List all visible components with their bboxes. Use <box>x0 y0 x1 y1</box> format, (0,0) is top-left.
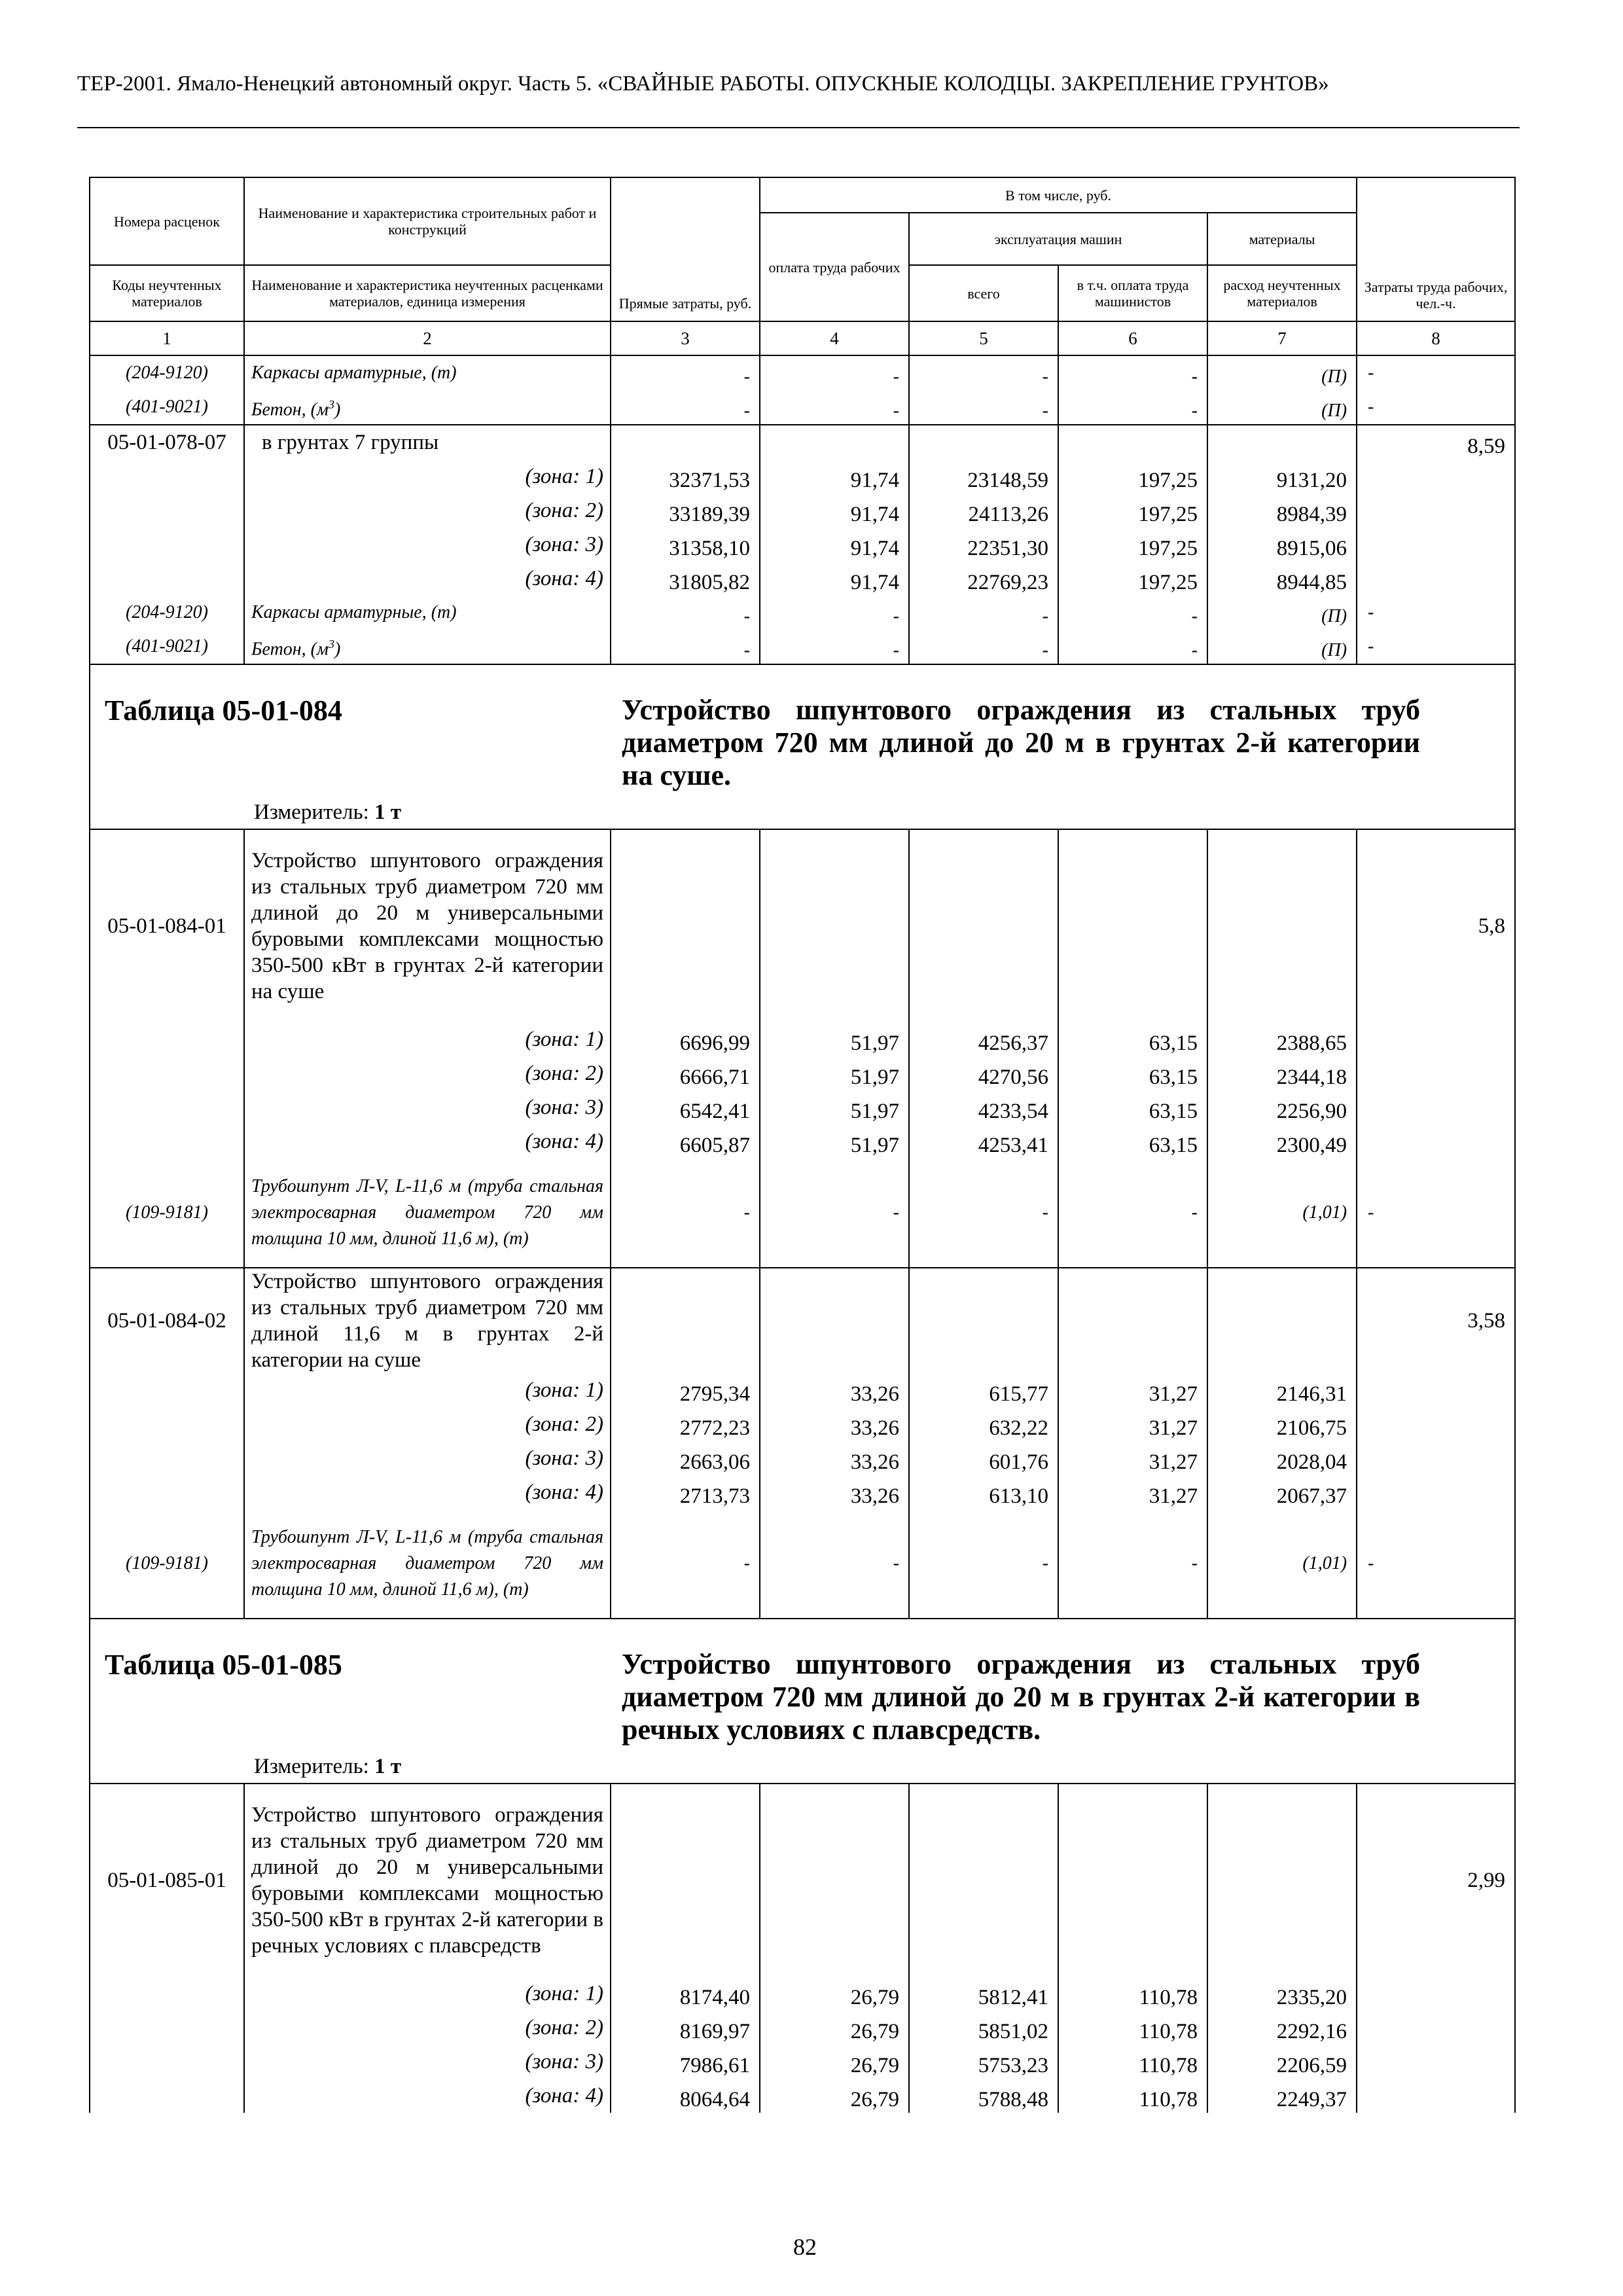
unit-of-measure: Измеритель: 1 т <box>254 1755 402 1778</box>
material-name: Бетон, $(м^3)$ <box>244 390 611 425</box>
material-row <box>90 1509 1515 1619</box>
dash-cell: - <box>760 596 909 630</box>
table-title: Устройство шпунтового ограждения из стальных труб диаметром 720 мм длиной до 20 м в грунтах 2-й категории в речных условиях с плавсредств. <box>622 1648 1420 1746</box>
zone-row <box>90 1373 1515 1407</box>
table-number: Таблица 05-01-084 <box>105 694 342 726</box>
zone-label: (зона: 3) <box>244 1441 611 1475</box>
machinist-pay: 31,27 <box>1058 1373 1207 1407</box>
header-col5: всего <box>909 265 1058 321</box>
machine-total: 4270,56 <box>909 1056 1058 1090</box>
machinist-pay: 31,27 <box>1058 1475 1207 1509</box>
header-row-1 <box>90 177 1515 213</box>
machine-total: 24113,26 <box>909 493 1058 528</box>
header-materials: материалы <box>1207 213 1357 265</box>
direct-costs: 31805,82 <box>611 562 760 596</box>
zone-row <box>90 562 1515 596</box>
direct-costs: 6666,71 <box>611 1056 760 1090</box>
material-row <box>90 355 1515 390</box>
direct-costs: 8064,64 <box>611 2079 760 2113</box>
direct-costs: 8169,97 <box>611 2011 760 2045</box>
machinist-pay: 63,15 <box>1058 1090 1207 1124</box>
direct-costs: 2713,73 <box>611 1475 760 1509</box>
worker-pay: 51,97 <box>760 1124 909 1158</box>
dash-cell: - <box>611 630 760 664</box>
dash-cell: - <box>909 355 1058 390</box>
table-title: Устройство шпунтового ограждения из стальных труб диаметром 720 мм длиной до 20 м в грунтах 2-й категории на суше. <box>622 694 1420 791</box>
dash-cell: - <box>909 630 1058 664</box>
zone-label: (зона: 4) <box>244 2079 611 2113</box>
dash-cell: - <box>1357 596 1515 630</box>
price-row <box>90 1268 1515 1373</box>
materials-cost: 8984,39 <box>1207 493 1357 528</box>
machine-total: 4253,41 <box>909 1124 1058 1158</box>
zone-row <box>90 1124 1515 1158</box>
zone-row <box>90 1022 1515 1056</box>
col-num-6: 6 <box>1058 321 1207 355</box>
direct-costs: 6696,99 <box>611 1022 760 1056</box>
dash-cell: - <box>1058 355 1207 390</box>
machinist-pay: 110,78 <box>1058 2011 1207 2045</box>
dash-cell: - <box>1058 1509 1207 1619</box>
worker-pay: 51,97 <box>760 1022 909 1056</box>
materials-cost: 2146,31 <box>1207 1373 1357 1407</box>
dash-cell: - <box>760 390 909 425</box>
machine-total: 4233,54 <box>909 1090 1058 1124</box>
worker-pay: 26,79 <box>760 1977 909 2011</box>
machine-total: 5788,48 <box>909 2079 1058 2113</box>
material-code: (109-9181) <box>90 1509 244 1619</box>
table-title-block <box>90 664 1515 829</box>
material-code: (204-9120) <box>90 596 244 630</box>
header-col1-top: Номера расценок <box>90 177 244 265</box>
worker-pay: 51,97 <box>760 1090 909 1124</box>
header-col2-bottom: Наименование и характеристика неучтенных расценками материалов, единица измерения <box>244 265 611 321</box>
direct-costs: 6605,87 <box>611 1124 760 1158</box>
dash-cell: - <box>760 1158 909 1268</box>
page-number: 82 <box>793 2234 817 2260</box>
labor-cost: 8,59 <box>1357 425 1515 459</box>
dash-cell: - <box>760 355 909 390</box>
price-row <box>90 1784 1515 1977</box>
material-row <box>90 390 1515 425</box>
machine-total: 4256,37 <box>909 1022 1058 1056</box>
materials-cost: 9131,20 <box>1207 459 1357 493</box>
header-machines: эксплуатация машин <box>909 213 1207 265</box>
zone-row <box>90 528 1515 562</box>
direct-costs: 2795,34 <box>611 1373 760 1407</box>
dash-cell: - <box>611 1509 760 1619</box>
price-code: 05-01-084-01 <box>90 829 244 1022</box>
machinist-pay: 110,78 <box>1058 2045 1207 2079</box>
col-num-3: 3 <box>611 321 760 355</box>
materials-cost: 2388,65 <box>1207 1022 1357 1056</box>
materials-cost: 2335,20 <box>1207 1977 1357 2011</box>
dash-cell: - <box>1357 355 1515 390</box>
zone-label: (зона: 1) <box>244 459 611 493</box>
header-col2-top: Наименование и характеристика строительных работ и конструкций <box>244 177 611 265</box>
materials-cost: 8944,85 <box>1207 562 1357 596</box>
dash-cell: - <box>760 630 909 664</box>
machinist-pay: 110,78 <box>1058 1977 1207 2011</box>
material-code: (401-9021) <box>90 630 244 664</box>
materials-cost: 2344,18 <box>1207 1056 1357 1090</box>
materials-cost: 2256,90 <box>1207 1090 1357 1124</box>
zone-row <box>90 2079 1515 2113</box>
worker-pay: 33,26 <box>760 1407 909 1441</box>
materials-cost: 8915,06 <box>1207 528 1357 562</box>
zone-label: (зона: 3) <box>244 2045 611 2079</box>
zone-label: (зона: 4) <box>244 1124 611 1158</box>
machinist-pay: 197,25 <box>1058 493 1207 528</box>
zone-row <box>90 493 1515 528</box>
price-code: 05-01-078-07 <box>90 425 244 459</box>
direct-costs: 2663,06 <box>611 1441 760 1475</box>
machinist-pay: 63,15 <box>1058 1056 1207 1090</box>
dash-cell: - <box>611 355 760 390</box>
price-code: 05-01-084-02 <box>90 1268 244 1373</box>
material-name: Трубошпунт Л-V, L-11,6 м (труба стальная электросварная диаметром 720 мм толщина 10 мм, длиной 11,6 м), (т) <box>244 1158 611 1268</box>
materials-cost: 2067,37 <box>1207 1475 1357 1509</box>
machine-total: 5753,23 <box>909 2045 1058 2079</box>
dash-cell: - <box>611 390 760 425</box>
material-code: (401-9021) <box>90 390 244 425</box>
worker-pay: 33,26 <box>760 1441 909 1475</box>
dash-cell: - <box>1357 1509 1515 1619</box>
materials-cost: 2292,16 <box>1207 2011 1357 2045</box>
machinist-pay: 31,27 <box>1058 1407 1207 1441</box>
machine-total: 613,10 <box>909 1475 1058 1509</box>
price-row <box>90 425 1515 459</box>
zone-label: (зона: 2) <box>244 1056 611 1090</box>
labor-cost: 3,58 <box>1357 1268 1515 1373</box>
material-name: Каркасы арматурные, (т) <box>244 355 611 390</box>
col-num-8: 8 <box>1357 321 1515 355</box>
zone-label: (зона: 2) <box>244 493 611 528</box>
zone-label: (зона: 1) <box>244 1022 611 1056</box>
zone-label: (зона: 4) <box>244 1475 611 1509</box>
machinist-pay: 63,15 <box>1058 1124 1207 1158</box>
material-code: (109-9181) <box>90 1158 244 1268</box>
dash-cell: - <box>611 596 760 630</box>
direct-costs: 8174,40 <box>611 1977 760 2011</box>
col-num-5: 5 <box>909 321 1058 355</box>
header-col7: расход неучтенных материалов <box>1207 265 1357 321</box>
material-quantity: (П) <box>1207 355 1357 390</box>
direct-costs: 32371,53 <box>611 459 760 493</box>
machinist-pay: 197,25 <box>1058 459 1207 493</box>
price-table <box>89 177 1516 2113</box>
running-head: ТЕР-2001. Ямало-Ненецкий автономный округ. Часть 5. «СВАЙНЫЕ РАБОТЫ. ОПУСКНЫЕ КОЛОДЦЫ. ЗАКРЕПЛЕНИЕ ГРУНТОВ» <box>77 72 1329 96</box>
table-title-block <box>90 1619 1515 1784</box>
zone-row <box>90 2011 1515 2045</box>
column-number-row <box>90 321 1515 355</box>
materials-cost: 2300,49 <box>1207 1124 1357 1158</box>
header-group: В том числе, руб. <box>760 177 1357 213</box>
machine-total: 632,22 <box>909 1407 1058 1441</box>
worker-pay: 91,74 <box>760 459 909 493</box>
header-col4: оплата труда рабочих <box>760 213 909 321</box>
worker-pay: 91,74 <box>760 493 909 528</box>
zone-row <box>90 1056 1515 1090</box>
material-quantity: (П) <box>1207 630 1357 664</box>
machinist-pay: 197,25 <box>1058 528 1207 562</box>
machinist-pay: 31,27 <box>1058 1441 1207 1475</box>
dash-cell: - <box>909 596 1058 630</box>
worker-pay: 26,79 <box>760 2011 909 2045</box>
machine-total: 615,77 <box>909 1373 1058 1407</box>
dash-cell: - <box>1058 630 1207 664</box>
material-code: (204-9120) <box>90 355 244 390</box>
work-description: Устройство шпунтового ограждения из стальных труб диаметром 720 мм длиной 11,6 м в грунтах 2-й категории на суше <box>244 1268 611 1373</box>
machine-total: 601,76 <box>909 1441 1058 1475</box>
direct-costs: 7986,61 <box>611 2045 760 2079</box>
material-quantity: (1,01) <box>1207 1158 1357 1268</box>
direct-costs: 31358,10 <box>611 528 760 562</box>
dash-cell: - <box>1357 1158 1515 1268</box>
col-num-7: 7 <box>1207 321 1357 355</box>
zone-row <box>90 2045 1515 2079</box>
dash-cell: - <box>909 390 1058 425</box>
machine-total: 22351,30 <box>909 528 1058 562</box>
header-col8: Затраты труда рабочих, чел.-ч. <box>1357 177 1515 321</box>
worker-pay: 91,74 <box>760 562 909 596</box>
zone-label: (зона: 3) <box>244 528 611 562</box>
table-number: Таблица 05-01-085 <box>105 1649 342 1681</box>
dash-cell: - <box>1058 1158 1207 1268</box>
worker-pay: 33,26 <box>760 1475 909 1509</box>
work-description: Устройство шпунтового ограждения из стальных труб диаметром 720 мм длиной до 20 м универсальными буровыми комплексами мощностью 350-500 кВт в грунтах 2-й категории в речных условиях с плавсредств <box>244 1784 611 1977</box>
worker-pay: 26,79 <box>760 2045 909 2079</box>
worker-pay: 26,79 <box>760 2079 909 2113</box>
zone-row <box>90 1090 1515 1124</box>
header-rule <box>77 127 1520 128</box>
machinist-pay: 110,78 <box>1058 2079 1207 2113</box>
labor-cost: 5,8 <box>1357 829 1515 1022</box>
zone-label: (зона: 1) <box>244 1373 611 1407</box>
material-name: Каркасы арматурные, (т) <box>244 596 611 630</box>
direct-costs: 6542,41 <box>611 1090 760 1124</box>
materials-cost: 2206,59 <box>1207 2045 1357 2079</box>
worker-pay: 51,97 <box>760 1056 909 1090</box>
dash-cell: - <box>909 1158 1058 1268</box>
dash-cell: - <box>1058 596 1207 630</box>
dash-cell: - <box>1058 390 1207 425</box>
col-num-1: 1 <box>90 321 244 355</box>
zone-row <box>90 1441 1515 1475</box>
dash-cell: - <box>760 1509 909 1619</box>
machine-total: 23148,59 <box>909 459 1058 493</box>
material-quantity: (П) <box>1207 596 1357 630</box>
material-quantity: (П) <box>1207 390 1357 425</box>
col-num-4: 4 <box>760 321 909 355</box>
header-col1-bottom: Коды неучтенных материалов <box>90 265 244 321</box>
price-code: 05-01-085-01 <box>90 1784 244 1977</box>
machine-total: 5812,41 <box>909 1977 1058 2011</box>
material-quantity: (1,01) <box>1207 1509 1357 1619</box>
dash-cell: - <box>1357 390 1515 425</box>
price-row <box>90 829 1515 1022</box>
material-name: Бетон, $(м^3)$ <box>244 630 611 664</box>
price-table-frame <box>89 177 1514 2111</box>
zone-label: (зона: 1) <box>244 1977 611 2011</box>
machine-total: 5851,02 <box>909 2011 1058 2045</box>
material-row <box>90 630 1515 664</box>
unit-of-measure: Измеритель: 1 т <box>254 800 402 824</box>
zone-row <box>90 459 1515 493</box>
materials-cost: 2028,04 <box>1207 1441 1357 1475</box>
work-description: Устройство шпунтового ограждения из стальных труб диаметром 720 мм длиной до 20 м универсальными буровыми комплексами мощностью 350-500 кВт в грунтах 2-й категории на суше <box>244 829 611 1022</box>
material-row <box>90 596 1515 630</box>
zone-label: (зона: 4) <box>244 562 611 596</box>
material-name: Трубошпунт Л-V, L-11,6 м (труба стальная электросварная диаметром 720 мм толщина 10 мм, длиной 11,6 м), (т) <box>244 1509 611 1619</box>
zone-row <box>90 1475 1515 1509</box>
labor-cost: 2,99 <box>1357 1784 1515 1977</box>
direct-costs: 33189,39 <box>611 493 760 528</box>
materials-cost: 2106,75 <box>1207 1407 1357 1441</box>
dash-cell: - <box>909 1509 1058 1619</box>
worker-pay: 91,74 <box>760 528 909 562</box>
zone-label: (зона: 3) <box>244 1090 611 1124</box>
dash-cell: - <box>1357 630 1515 664</box>
zone-row <box>90 1407 1515 1441</box>
dash-cell: - <box>611 1158 760 1268</box>
machine-total: 22769,23 <box>909 562 1058 596</box>
col-num-2: 2 <box>244 321 611 355</box>
zone-label: (зона: 2) <box>244 2011 611 2045</box>
machinist-pay: 197,25 <box>1058 562 1207 596</box>
header-col6: в т.ч. оплата труда машинистов <box>1058 265 1207 321</box>
work-name: в грунтах 7 группы <box>244 425 611 459</box>
worker-pay: 33,26 <box>760 1373 909 1407</box>
material-row <box>90 1158 1515 1268</box>
machinist-pay: 63,15 <box>1058 1022 1207 1056</box>
header-col3: Прямые затраты, руб. <box>611 177 760 321</box>
materials-cost: 2249,37 <box>1207 2079 1357 2113</box>
zone-row <box>90 1977 1515 2011</box>
zone-label: (зона: 2) <box>244 1407 611 1441</box>
direct-costs: 2772,23 <box>611 1407 760 1441</box>
